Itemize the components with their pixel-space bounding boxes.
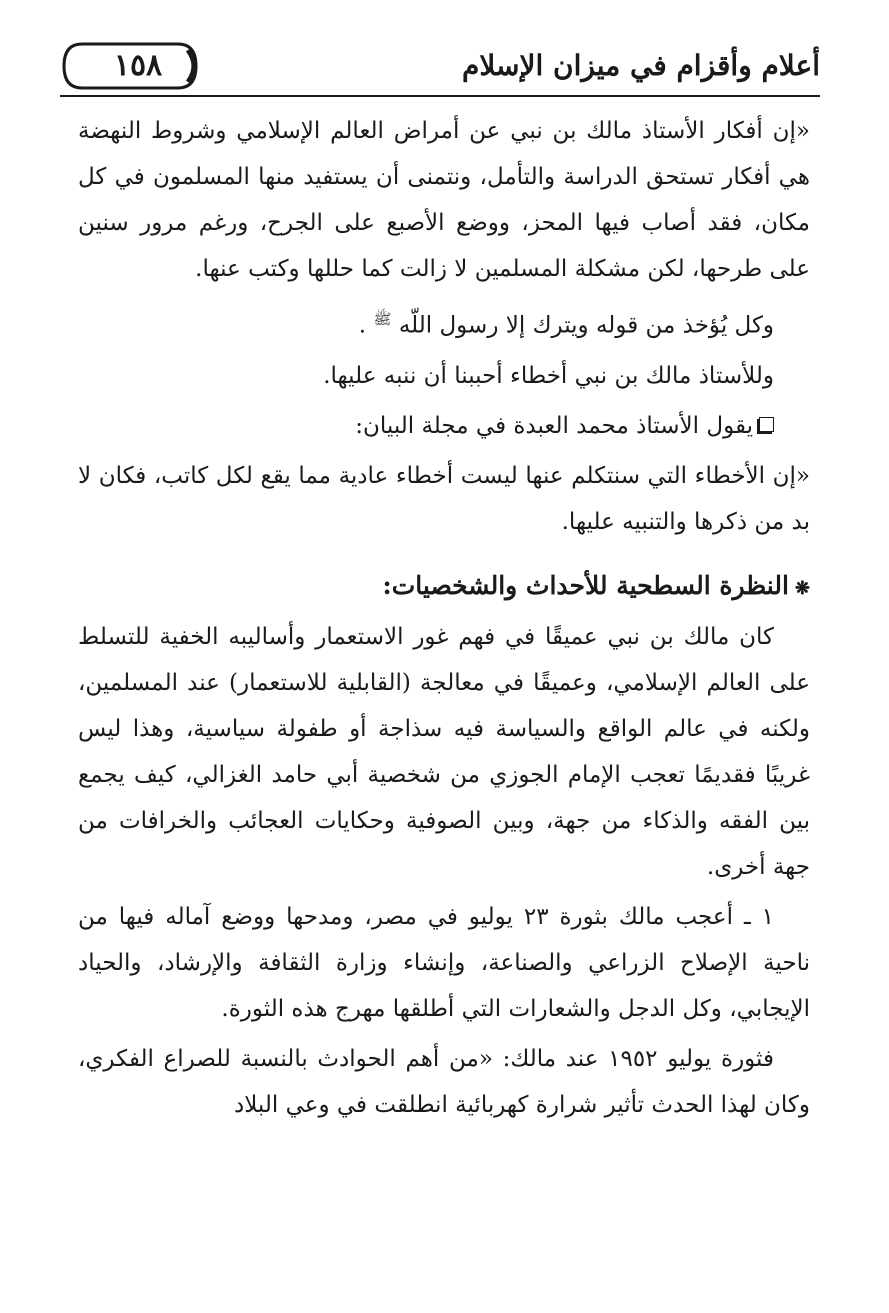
quote-paragraph-5: «إن الأخطاء التي سنتكلم عنها ليست أخطاء عادية مما يقع لكل كاتب، فكان لا بد من ذكرها والتنبيه عليها. — [78, 462, 810, 535]
section-heading — [78, 561, 810, 614]
header-divider — [60, 95, 820, 97]
page-number: ١٥٨ — [113, 48, 163, 83]
star-bullet-icon: ❋ — [794, 577, 810, 599]
paragraph-8: فثورة يوليو ١٩٥٢ عند مالك: «من أهم الحوادث بالنسبة للصراع الفكري، وكان لهذا الحدث تأثير شرارة كهربائية انطلقت في وعي البلاد — [78, 1045, 810, 1118]
paragraph-2-end: . — [358, 312, 374, 339]
paragraph-4 — [78, 403, 810, 449]
checkbox-bullet-icon — [759, 417, 774, 432]
section-heading-text: النظرة السطحية للأحداث والشخصيات: — [382, 570, 789, 600]
paragraph-2-text: وكل يُؤخذ من قوله ويترك إلا رسول اللّه — [398, 312, 774, 339]
honorific-saw: ﷺ — [373, 310, 392, 328]
paragraph-7: ١ ـ أعجب مالك بثورة ٢٣ يوليو في مصر، ومدحها ووضع آماله فيها من ناحية الإصلاح الزراعي والصناعة، وإنشاء وزارة الثقافة والإرشاد، والحياد الإيجابي، وكل الدجل والشعارات التي أطلقها مهرج هذه الثورة. — [78, 903, 810, 1022]
paragraph-3: وللأستاذ مالك بن نبي أخطاء أحببنا أن ننبه عليها. — [323, 362, 774, 389]
page-body — [78, 108, 810, 1128]
quote-paragraph-1: «إن أفكار الأستاذ مالك بن نبي عن أمراض العالم الإسلامي وشروط النهضة هي أفكار تستحق الدراسة والتأمل، ونتمنى أن يستفيد منها المسلمون في كل مكان، فقد أصاب فيها المحز، ووضع الأصبع على الجرح، ورغم مرور سنين على طرحها، لكن مشكلة المسلمين لا زالت كما حللها وكتب عنها. — [78, 118, 810, 282]
page-number-badge — [60, 40, 200, 92]
page-header — [60, 40, 820, 98]
paragraph-6: كان مالك بن نبي عميقًا في فهم غور الاستعمار وأساليبه الخفية للتسلط على العالم الإسلامي، وعميقًا في معالجة (القابلية للاستعمار) عند المسلمين، ولكنه في عالم الواقع والسياسة فيه سذاجة أو طفولة سياسية، وهذا ليس غريبًا فقديمًا تعجب الإمام الجوزي من شخصية أبي حامد الغزالي، كيف يجمع بين الفقه والذكاء من جهة، وبين الصوفية وحكايات العجائب والخرافات من جهة أخرى. — [78, 623, 810, 880]
paragraph-2 — [78, 296, 810, 349]
running-title: أعلام وأقزام في ميزان الإسلام — [462, 49, 820, 82]
paragraph-4-text: يقول الأستاذ محمد العبدة في مجلة البيان: — [355, 412, 753, 439]
